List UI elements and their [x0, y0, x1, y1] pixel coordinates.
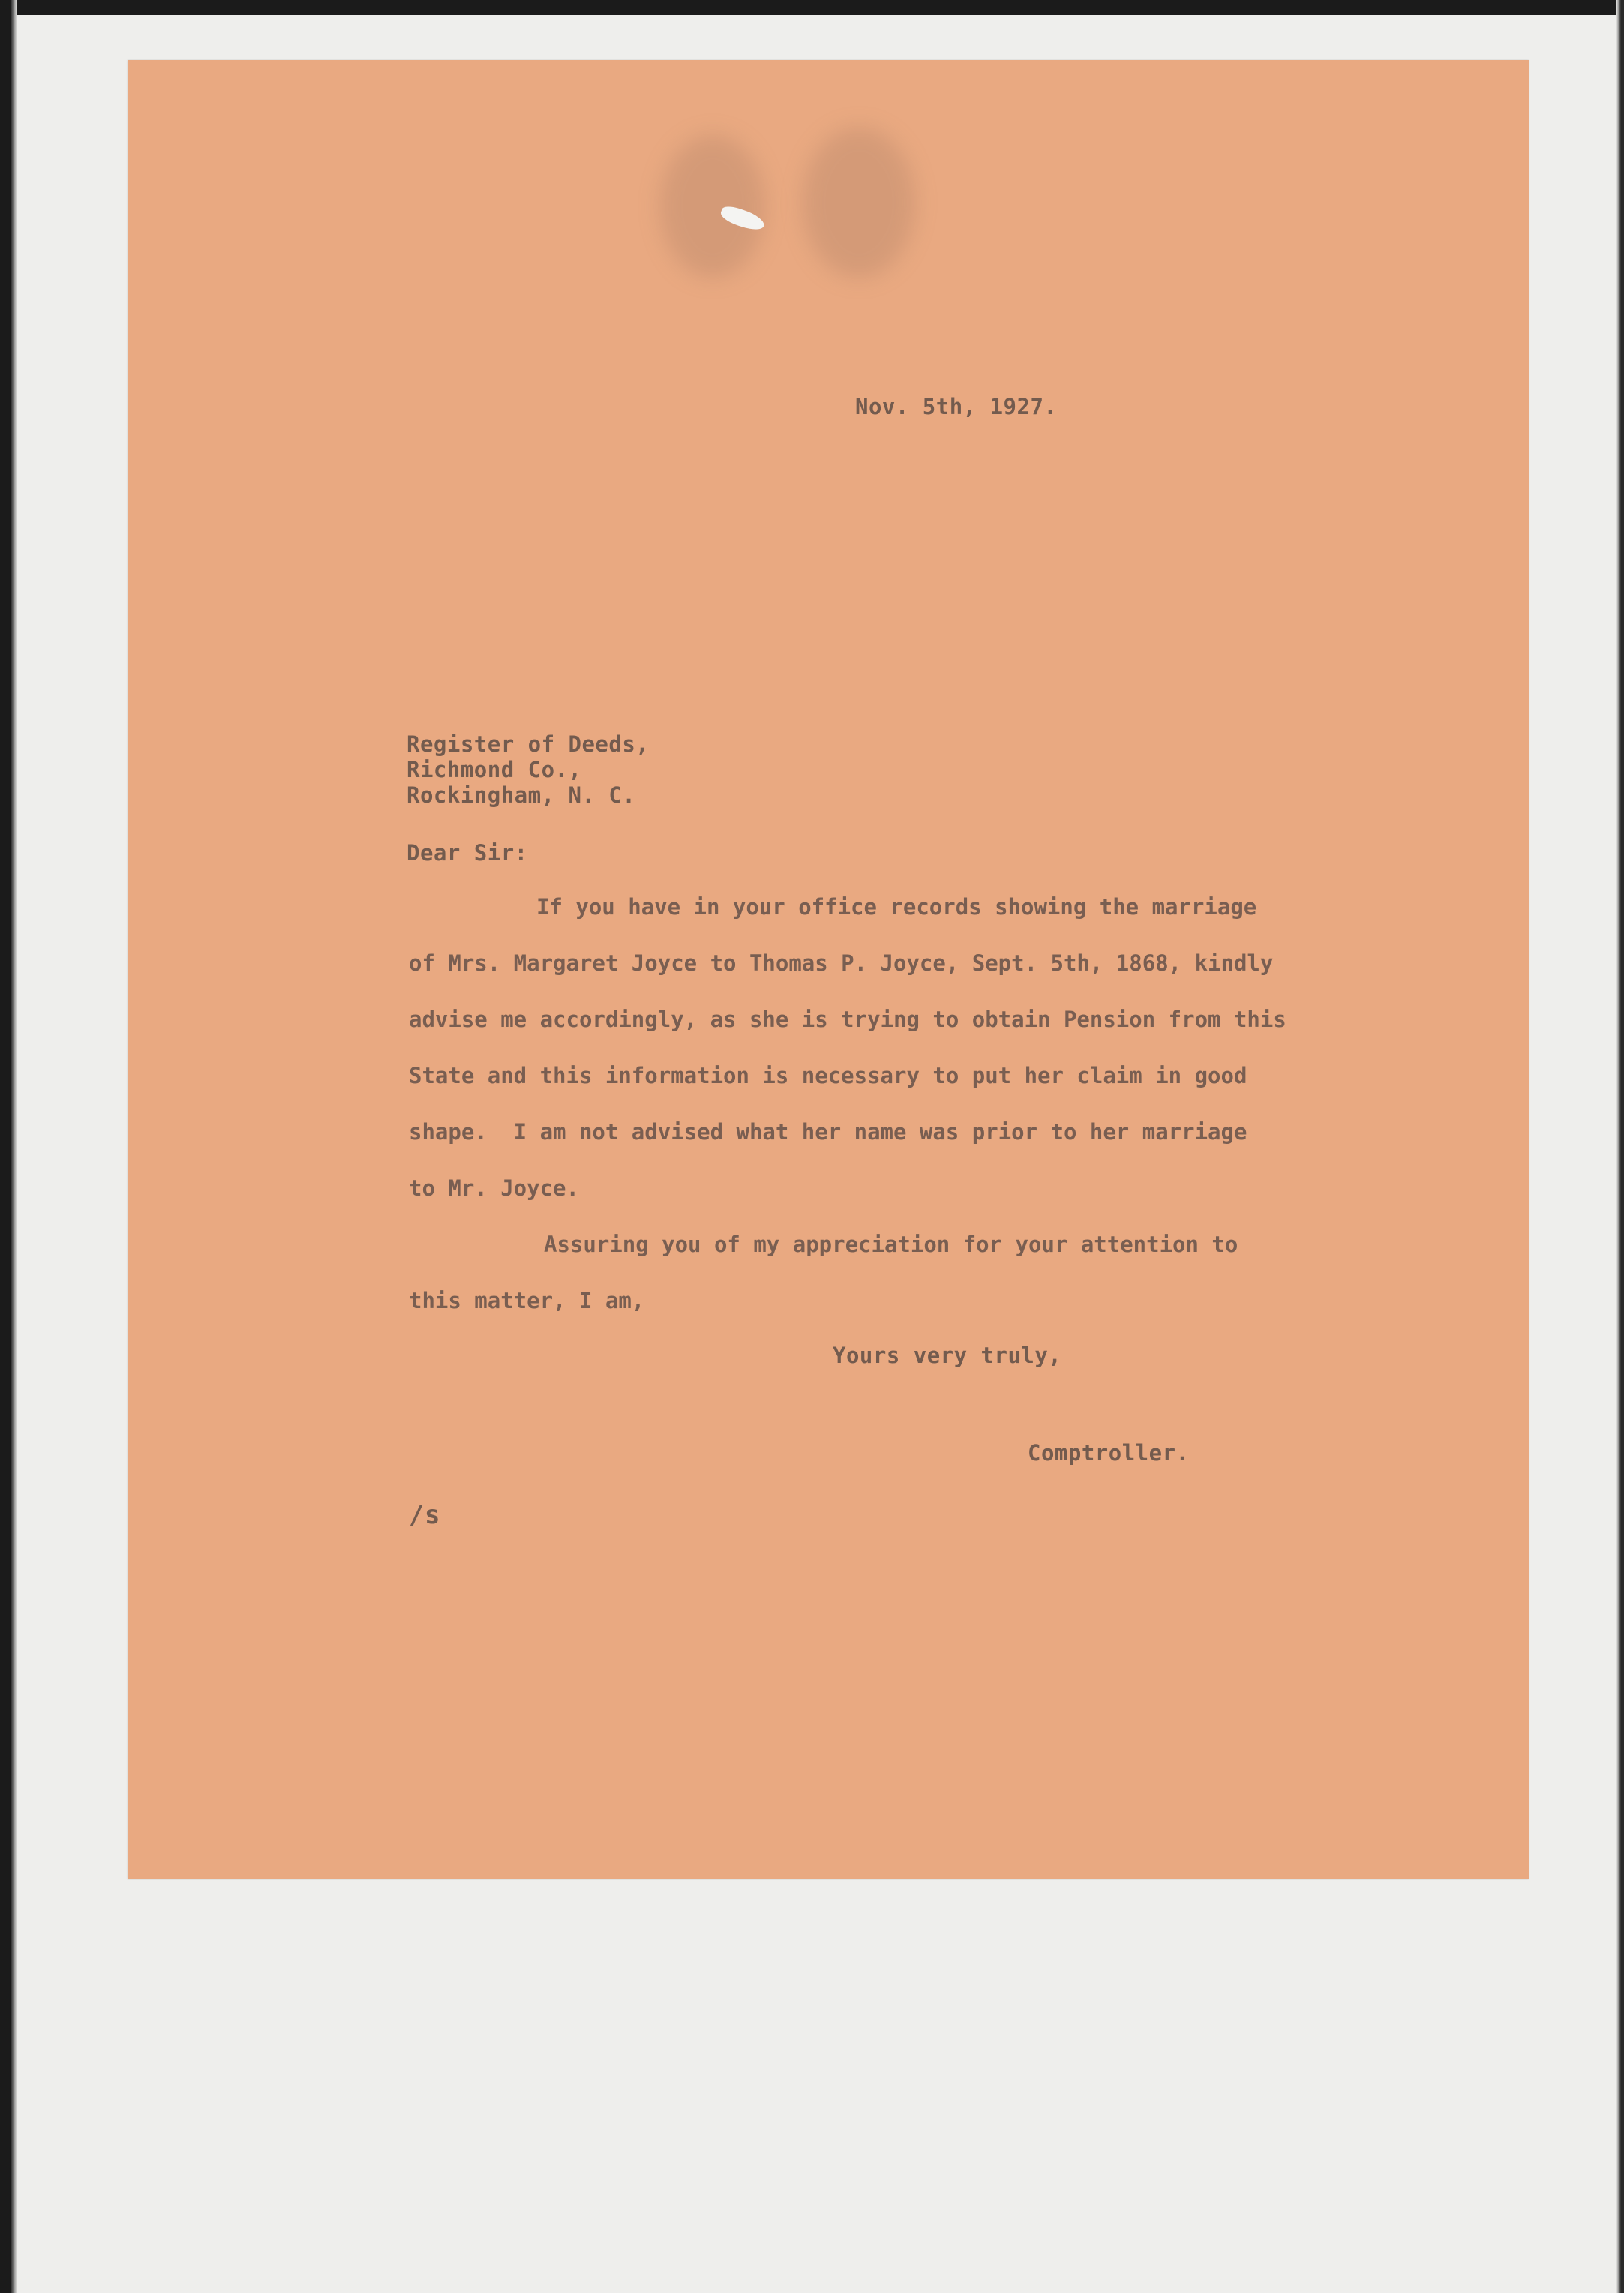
body-line: to Mr. Joyce.: [409, 1175, 579, 1201]
scan-border-left: [0, 0, 17, 2293]
body-line: State and this information is necessary to put her claim in good: [409, 1063, 1247, 1088]
body-line: If you have in your office records showing the marriage: [536, 894, 1257, 920]
typist-initials: /s: [409, 1500, 440, 1530]
signature-title: Comptroller.: [1028, 1440, 1190, 1466]
body-line: shape. I am not advised what her name was prior to her marriage: [409, 1119, 1247, 1145]
addressee-line-1: Register of Deeds,: [407, 731, 650, 757]
addressee-line-3: Rockingham, N. C.: [407, 782, 636, 808]
salutation: Dear Sir:: [407, 840, 528, 866]
paper-stain: [803, 128, 915, 278]
paper-stain: [660, 135, 765, 278]
letter-page: [128, 60, 1529, 1879]
scan-border-top: [0, 0, 1624, 15]
scan-border-right: [1616, 0, 1624, 2293]
addressee-line-2: Richmond Co.,: [407, 757, 582, 782]
letter-date: Nov. 5th, 1927.: [855, 394, 1058, 419]
body-line: of Mrs. Margaret Joyce to Thomas P. Joyce, Sept. 5th, 1868, kindly: [409, 950, 1274, 976]
body-line: this matter, I am,: [409, 1288, 645, 1313]
body-line: advise me accordingly, as she is trying to obtain Pension from this: [409, 1007, 1286, 1032]
closing: Yours very truly,: [833, 1343, 1062, 1368]
body-line: Assuring you of my appreciation for your attention to: [544, 1232, 1238, 1257]
